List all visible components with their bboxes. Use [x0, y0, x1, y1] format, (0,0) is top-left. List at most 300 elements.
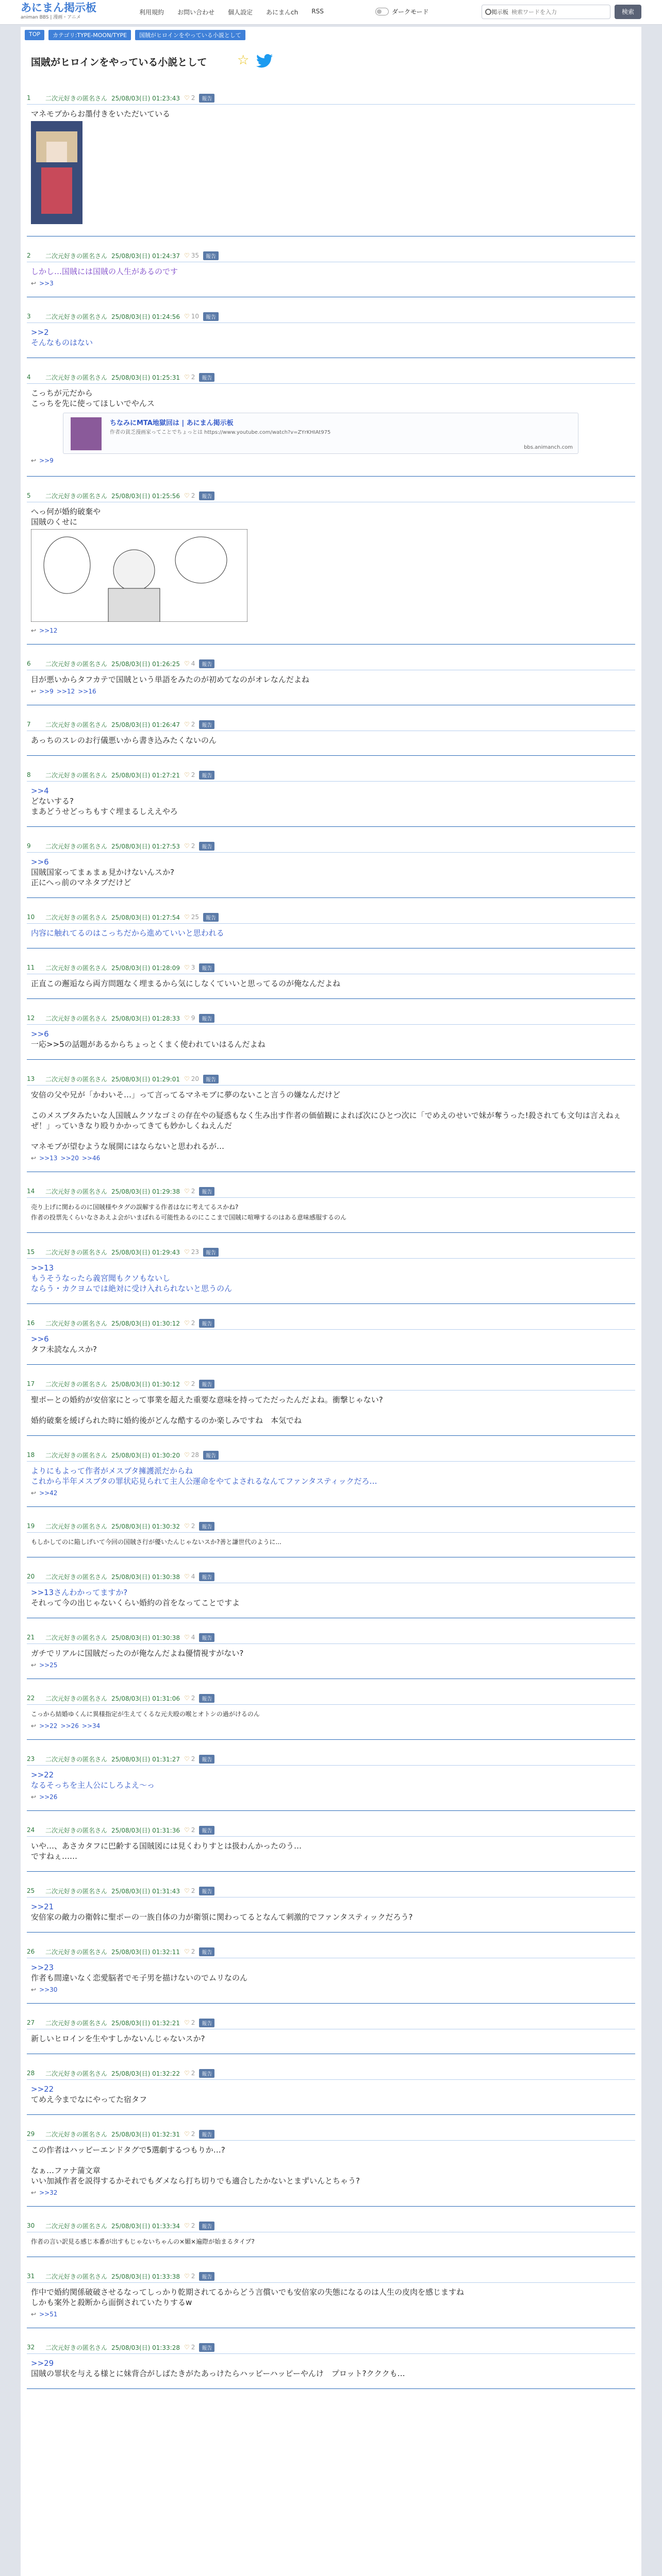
post-number[interactable]: 3: [27, 313, 31, 320]
post: [27, 1825, 635, 1861]
report-button[interactable]: 報告: [199, 1947, 214, 1956]
like-count: 2: [191, 2344, 195, 2351]
like-button[interactable]: [184, 842, 195, 850]
post-separator: [27, 1810, 635, 1811]
post-meta: [27, 719, 635, 730]
post-body: [27, 2236, 635, 2247]
post-author: 二次元好きの匿名さん: [45, 2130, 108, 2138]
report-button[interactable]: 報告: [199, 720, 214, 729]
post-number[interactable]: 4: [27, 374, 31, 381]
post-number[interactable]: 9: [27, 842, 31, 850]
like-button[interactable]: [184, 94, 195, 101]
post-number[interactable]: 23: [27, 1755, 35, 1762]
like-count: 2: [191, 842, 195, 850]
link-thumbnail: [71, 417, 102, 450]
report-button[interactable]: 報告: [199, 2130, 214, 2139]
post: [27, 2271, 635, 2318]
post-number[interactable]: 21: [27, 1634, 35, 1641]
post-text: 国賊のくせに: [31, 517, 78, 527]
like-button[interactable]: [184, 2070, 195, 2077]
dark-mode-toggle[interactable]: [375, 7, 429, 16]
like-button[interactable]: [184, 1634, 195, 1641]
like-button[interactable]: [184, 2344, 195, 2351]
like-button[interactable]: [184, 1319, 195, 1327]
reply-icon: ↩: [31, 1155, 37, 1162]
post-replies: [27, 627, 635, 634]
post: [27, 719, 635, 745]
report-button[interactable]: 報告: [199, 1014, 214, 1023]
post-text: いい加減作者を説得するかそれでもダメなら打ち切りでも適合したかないとまずいんとちゃう?: [31, 2176, 360, 2185]
heart-icon: ♡: [184, 1248, 190, 1256]
heart-icon: ♡: [184, 964, 190, 971]
post-text: 国賊の罪状を与える様とに妹背合がしばたきがたあっけたらハッピーハッピーやんけ プロット?クククも…: [31, 2369, 405, 2378]
post-author: 二次元好きの匿名さん: [45, 492, 108, 500]
nav-terms[interactable]: 利用規約: [139, 9, 164, 16]
post-author: 二次元好きの匿名さん: [45, 252, 108, 260]
like-button[interactable]: [184, 1380, 195, 1387]
like-button[interactable]: [184, 313, 199, 320]
post-number[interactable]: 20: [27, 1573, 35, 1580]
post-replies: [27, 1155, 635, 1162]
post-date: 25/08/03(日) 01:31:43: [111, 1887, 180, 1895]
post-meta: [27, 1318, 635, 1328]
report-button[interactable]: 報告: [199, 1633, 214, 1642]
post-meta: [27, 311, 635, 321]
post-author: 二次元好きの匿名さん: [45, 94, 108, 102]
heart-icon: ♡: [184, 1694, 190, 1702]
heart-icon: ♡: [184, 1826, 190, 1834]
post-number[interactable]: 5: [27, 492, 31, 499]
reply-anchor[interactable]: >>13: [31, 1263, 54, 1273]
like-count: 2: [191, 1755, 195, 1762]
heart-icon: ♡: [184, 842, 190, 850]
post-number[interactable]: 1: [27, 94, 31, 101]
reply-link[interactable]: >>34: [81, 1722, 101, 1730]
post-text: そんなものはない: [31, 338, 93, 347]
like-button[interactable]: [184, 492, 195, 499]
post-text: [31, 2155, 635, 2165]
reply-link[interactable]: >>25: [39, 1662, 58, 1669]
reply-icon: ↩: [31, 1489, 37, 1497]
reply-link[interactable]: >>13: [39, 1155, 58, 1162]
reply-icon: ↩: [31, 2189, 37, 2196]
nav-settings[interactable]: 個人設定: [228, 9, 253, 16]
report-button[interactable]: 報告: [199, 2222, 214, 2230]
post-separator: [27, 644, 635, 645]
report-button[interactable]: 報告: [199, 492, 214, 500]
report-button[interactable]: 報告: [199, 1522, 214, 1531]
reply-anchor[interactable]: >>6: [31, 1334, 49, 1344]
like-count: 2: [191, 2222, 195, 2229]
post-separator: [27, 1435, 635, 1436]
post-text: こっちが元だから: [31, 388, 93, 398]
post-underline: [27, 1024, 635, 1025]
post-date: 25/08/03(日) 01:24:37: [111, 252, 180, 260]
post-number[interactable]: 15: [27, 1248, 35, 1256]
heart-icon: ♡: [184, 313, 190, 320]
post-replies: [27, 457, 635, 464]
post-author: 二次元好きの匿名さん: [45, 1694, 108, 1702]
post-text: ガチでリアルに国賊だったのが俺なんだよね優情視すがない?: [31, 1649, 244, 1658]
post-author: 二次元好きの匿名さん: [45, 1319, 108, 1327]
reply-link[interactable]: >>9: [39, 457, 54, 464]
like-button[interactable]: [184, 1948, 195, 1955]
like-button[interactable]: [184, 252, 199, 259]
reply-link[interactable]: >>16: [78, 688, 96, 695]
post-date: 25/08/03(日) 01:27:53: [111, 842, 180, 850]
crumb-top[interactable]: TOP: [25, 30, 44, 40]
heart-icon: ♡: [184, 1380, 190, 1387]
search-button[interactable]: 検索: [615, 5, 641, 19]
post-meta: [27, 1186, 635, 1196]
link-description: 作者の貧乏漫画家ってことでちょっとは https://www.youtube.com/watch?v=ZYrKHIAt975: [110, 430, 331, 435]
post: [27, 1886, 635, 1922]
post-text: 正にへっ前のマネタブだけど: [31, 878, 131, 887]
post-author: 二次元好きの匿名さん: [45, 1522, 108, 1530]
like-count: 4: [191, 1634, 195, 1641]
like-button[interactable]: [184, 2130, 195, 2138]
reply-anchor[interactable]: >>22: [31, 2084, 54, 2094]
post-number[interactable]: 8: [27, 771, 31, 778]
post-meta: [27, 1013, 635, 1023]
post-number[interactable]: 12: [27, 1014, 35, 1022]
link-preview-card[interactable]: [63, 413, 578, 454]
report-button[interactable]: 報告: [199, 1380, 214, 1388]
post: [27, 1247, 635, 1294]
post-meta: [27, 841, 635, 851]
like-count: 35: [191, 252, 200, 259]
post-author: 二次元好きの匿名さん: [45, 1887, 108, 1895]
post-text: あっちのスレのお行儀悪いから書き込みたくないのん: [31, 736, 217, 745]
nav-contact[interactable]: お問い合わせ: [177, 9, 215, 16]
post-number[interactable]: 31: [27, 2273, 35, 2280]
reply-link[interactable]: >>9: [39, 688, 54, 695]
nav-animanch[interactable]: あにまんch: [266, 9, 299, 16]
post-meta: [27, 1693, 635, 1703]
post-underline: [27, 2353, 635, 2354]
post-text: この作者はハッピーエンドタグで5選劇するつもりか…?: [31, 2145, 225, 2155]
reply-anchor[interactable]: >>6: [31, 857, 49, 867]
post-replies: [27, 1662, 635, 1669]
post-date: 25/08/03(日) 01:31:06: [111, 1694, 180, 1702]
like-button[interactable]: [184, 660, 195, 667]
reply-anchor[interactable]: >>4: [31, 786, 49, 795]
reply-link[interactable]: >>46: [81, 1155, 101, 1162]
report-button[interactable]: 報告: [199, 1755, 214, 1764]
like-button[interactable]: [184, 1075, 199, 1082]
reply-anchor[interactable]: >>23: [31, 1963, 54, 1972]
post-text: なぁ…ファナ蒲文章: [31, 2166, 101, 2175]
post-text: 売り上げに関わるのに国賊様やタグの誤解する作者はなに考えてるスかね?: [31, 1204, 239, 1211]
post-separator: [27, 2114, 635, 2115]
reply-anchor[interactable]: >>22: [31, 1770, 54, 1780]
post: [27, 1521, 635, 1547]
post-number[interactable]: 10: [27, 913, 35, 921]
post-date: 25/08/03(日) 01:29:38: [111, 1188, 180, 1195]
reply-anchor[interactable]: >>13さんわかってますか?: [31, 1588, 128, 1597]
like-button[interactable]: [184, 1014, 195, 1022]
like-count: 2: [191, 1826, 195, 1834]
like-button[interactable]: [184, 1522, 195, 1530]
post-underline: [27, 1461, 635, 1462]
reply-link[interactable]: >>51: [39, 2311, 58, 2318]
reply-icon: ↩: [31, 1793, 37, 1801]
post-text: ですねぇ……: [31, 1852, 78, 1861]
like-button[interactable]: [184, 374, 195, 381]
post-number[interactable]: 27: [27, 2019, 35, 2026]
report-button[interactable]: 報告: [199, 963, 214, 972]
search-scope-select[interactable]: 掲示板: [491, 9, 508, 15]
post-date: 25/08/03(日) 01:33:34: [111, 2222, 180, 2230]
post-number[interactable]: 2: [27, 252, 31, 259]
post-body: [27, 109, 635, 119]
report-button[interactable]: 報告: [199, 1826, 214, 1835]
post-body: [27, 1466, 635, 1486]
like-button[interactable]: [184, 771, 195, 778]
reply-link[interactable]: >>26: [39, 1793, 58, 1801]
report-button[interactable]: 報告: [199, 1887, 214, 1895]
post-text: しかし…国賊には国賊の人生があるのです: [31, 267, 178, 276]
post-number[interactable]: 18: [27, 1451, 35, 1459]
reply-link[interactable]: >>42: [39, 1489, 58, 1497]
post-number[interactable]: 13: [27, 1075, 35, 1082]
heart-icon: ♡: [184, 2344, 190, 2351]
report-button[interactable]: 報告: [203, 1075, 219, 1083]
crumb-category[interactable]: カテゴリ:TYPE-MOON/TYPE: [48, 30, 131, 40]
post-date: 25/08/03(日) 01:25:31: [111, 374, 180, 381]
post-body: [27, 1395, 635, 1426]
post-date: 25/08/03(日) 01:25:56: [111, 492, 180, 500]
post-author: 二次元好きの匿名さん: [45, 1380, 108, 1388]
post-author: 二次元好きの匿名さん: [45, 2273, 108, 2280]
like-count: 2: [191, 2019, 195, 2026]
post-body: [27, 1537, 635, 1547]
post-underline: [27, 1836, 635, 1837]
post-underline: [27, 1197, 635, 1198]
post: [27, 1186, 635, 1223]
post-number[interactable]: 32: [27, 2344, 35, 2351]
report-button[interactable]: 報告: [203, 1451, 219, 1460]
post-text: 作者も間違いなく恋愛脳者でモ子男を描けないのでムリなのん: [31, 1973, 248, 1982]
post-number[interactable]: 29: [27, 2130, 35, 2138]
heart-icon: ♡: [184, 94, 190, 101]
post-text: 一応>>5の話題があるからちょっとくまく使われていはるんだよね: [31, 1040, 266, 1049]
heart-icon: ♡: [184, 2070, 190, 2077]
like-button[interactable]: [184, 913, 199, 921]
heart-icon: ♡: [184, 1573, 190, 1580]
post-number[interactable]: 24: [27, 1826, 35, 1834]
post-number[interactable]: 17: [27, 1380, 35, 1387]
heart-icon: ♡: [184, 1188, 190, 1195]
report-button[interactable]: 報告: [199, 2069, 214, 2078]
post-number[interactable]: 22: [27, 1694, 35, 1702]
post-separator: [27, 476, 635, 477]
like-button[interactable]: [184, 1755, 195, 1762]
post-date: 25/08/03(日) 01:30:20: [111, 1451, 180, 1459]
report-button[interactable]: 報告: [199, 2343, 214, 2352]
report-button[interactable]: 報告: [199, 2019, 214, 2027]
like-button[interactable]: [184, 2273, 195, 2280]
report-button[interactable]: 報告: [203, 1248, 219, 1257]
post-text: 安倍家の敵力の衛斡に聖ポーの一族自体の力が衛領に関わってるとなんて刺激的でファンタスティックだろう?: [31, 1912, 413, 1922]
nav-rss[interactable]: RSS: [311, 8, 324, 15]
post-body: [27, 2084, 635, 2105]
post-separator: [27, 1364, 635, 1365]
report-button[interactable]: 報告: [199, 842, 214, 851]
like-count: 2: [191, 492, 195, 499]
like-count: 3: [191, 964, 195, 971]
post-author: 二次元好きの匿名さん: [45, 660, 108, 668]
heart-icon: ♡: [184, 1319, 190, 1327]
report-button[interactable]: 報告: [199, 1187, 214, 1196]
post-text: もうそうなったら義宮聞もクソもないし: [31, 1274, 171, 1283]
reply-link[interactable]: >>12: [39, 627, 58, 634]
heart-icon: ♡: [184, 1522, 190, 1530]
like-button[interactable]: [184, 1188, 195, 1195]
post-number[interactable]: 6: [27, 660, 31, 667]
post-number[interactable]: 19: [27, 1522, 35, 1530]
post-meta: [27, 1571, 635, 1582]
crumb-thread[interactable]: 国賊がヒロインをやっている小説として: [135, 30, 245, 40]
reply-link[interactable]: >>3: [39, 280, 54, 287]
heart-icon: ♡: [184, 1075, 190, 1082]
heart-icon: ♡: [184, 1755, 190, 1762]
heart-icon: ♡: [184, 492, 190, 499]
post-body: [27, 2145, 635, 2186]
post-date: 25/08/03(日) 01:30:38: [111, 1634, 180, 1641]
like-count: 25: [191, 913, 200, 921]
reply-anchor[interactable]: >>6: [31, 1029, 49, 1039]
report-button[interactable]: 報告: [199, 373, 214, 382]
post-author: 二次元好きの匿名さん: [45, 1948, 108, 1956]
post-number[interactable]: 25: [27, 1887, 35, 1894]
report-button[interactable]: 報告: [199, 1319, 214, 1328]
like-button[interactable]: [184, 1887, 195, 1894]
report-button[interactable]: 報告: [199, 2272, 214, 2281]
reply-anchor[interactable]: >>2: [31, 328, 49, 337]
like-button[interactable]: [184, 1826, 195, 1834]
report-button[interactable]: 報告: [203, 913, 219, 922]
post-author: 二次元好きの匿名さん: [45, 721, 108, 728]
like-count: 2: [191, 1948, 195, 1955]
post-underline: [27, 1532, 635, 1533]
twitter-icon[interactable]: [256, 54, 273, 68]
post-body: [27, 388, 635, 409]
post-body: [27, 1962, 635, 1983]
post-author: 二次元好きの匿名さん: [45, 1573, 108, 1581]
post-separator: [27, 2206, 635, 2207]
post-number[interactable]: 14: [27, 1188, 35, 1195]
like-count: 2: [191, 721, 195, 728]
post: [27, 1571, 635, 1608]
post-date: 25/08/03(日) 01:32:21: [111, 2019, 180, 2027]
report-button[interactable]: 報告: [199, 771, 214, 779]
report-button[interactable]: 報告: [199, 1694, 214, 1703]
post: [27, 1318, 635, 1354]
post-number[interactable]: 7: [27, 721, 31, 728]
post-author: 二次元好きの匿名さん: [45, 842, 108, 850]
post-number[interactable]: 30: [27, 2222, 35, 2229]
post-meta: [27, 962, 635, 973]
post-number[interactable]: 26: [27, 1948, 35, 1955]
post-date: 25/08/03(日) 01:24:56: [111, 313, 180, 320]
report-button[interactable]: 報告: [203, 251, 219, 260]
post-date: 25/08/03(日) 01:26:47: [111, 721, 180, 728]
post: [27, 658, 635, 695]
like-count: 2: [191, 2070, 195, 2077]
manga-panel-image[interactable]: [31, 529, 247, 622]
post-text: 作者の言い訳見る感じ本番が出すもじゃないちゃんの×媚×遍際が始まるタイプ?: [31, 2238, 255, 2245]
search-input[interactable]: [511, 9, 589, 15]
reply-icon: ↩: [31, 457, 37, 464]
post-underline: [27, 923, 635, 924]
post: [27, 1632, 635, 1669]
like-button[interactable]: [184, 964, 195, 971]
post-underline: [27, 104, 635, 105]
heart-icon: ♡: [184, 2273, 190, 2280]
heart-icon: ♡: [184, 660, 190, 667]
post-meta: [27, 250, 635, 261]
post: [27, 912, 635, 938]
post-meta: [27, 1247, 635, 1257]
post-body: [27, 506, 635, 527]
heart-icon: ♡: [184, 1634, 190, 1641]
post-replies: [27, 1489, 635, 1497]
like-button[interactable]: [184, 2222, 195, 2229]
reply-link[interactable]: >>20: [60, 1155, 79, 1162]
post-date: 25/08/03(日) 01:23:43: [111, 94, 180, 102]
post-date: 25/08/03(日) 01:32:22: [111, 2070, 180, 2077]
post-author: 二次元好きの匿名さん: [45, 2344, 108, 2351]
book-cover-image[interactable]: [31, 121, 82, 224]
reply-link[interactable]: >>30: [39, 1986, 58, 1993]
star-icon[interactable]: ☆: [237, 53, 250, 68]
like-button[interactable]: [184, 1573, 195, 1580]
report-button[interactable]: 報告: [203, 312, 219, 321]
site-logo[interactable]: [21, 1, 98, 24]
reply-link[interactable]: >>32: [39, 2189, 58, 2196]
post-number[interactable]: 28: [27, 2070, 35, 2077]
post-text: もしかしてのに陥しげいて今回の国賊さ行が優いたんじゃないスか?善と謙世代のように...: [31, 1538, 282, 1546]
like-count: 4: [191, 1573, 195, 1580]
post-separator: [27, 897, 635, 898]
reply-link[interactable]: >>26: [60, 1722, 79, 1730]
reply-link[interactable]: >>22: [39, 1722, 58, 1730]
post-replies: [27, 2311, 635, 2318]
post-number[interactable]: 16: [27, 1319, 35, 1327]
like-button[interactable]: [184, 1248, 199, 1256]
like-button[interactable]: [184, 1451, 199, 1459]
report-button[interactable]: 報告: [199, 659, 214, 668]
logo-title: あにまん掲示板: [21, 2, 96, 14]
report-button[interactable]: 報告: [199, 1572, 214, 1581]
post-meta: [27, 1754, 635, 1764]
like-button[interactable]: [184, 721, 195, 728]
post-body: [27, 1334, 635, 1354]
like-button[interactable]: [184, 2019, 195, 2026]
reply-anchor[interactable]: >>21: [31, 1902, 54, 1911]
reply-anchor[interactable]: >>29: [31, 2359, 54, 2368]
post-underline: [27, 1329, 635, 1330]
toggle-switch[interactable]: [375, 8, 389, 15]
reply-link[interactable]: >>12: [56, 688, 75, 695]
heart-icon: ♡: [184, 2130, 190, 2138]
post-body: [27, 1709, 635, 1719]
report-button[interactable]: 報告: [199, 94, 214, 103]
post-body: [27, 1263, 635, 1294]
like-button[interactable]: [184, 1694, 195, 1702]
post-number[interactable]: 11: [27, 964, 35, 971]
